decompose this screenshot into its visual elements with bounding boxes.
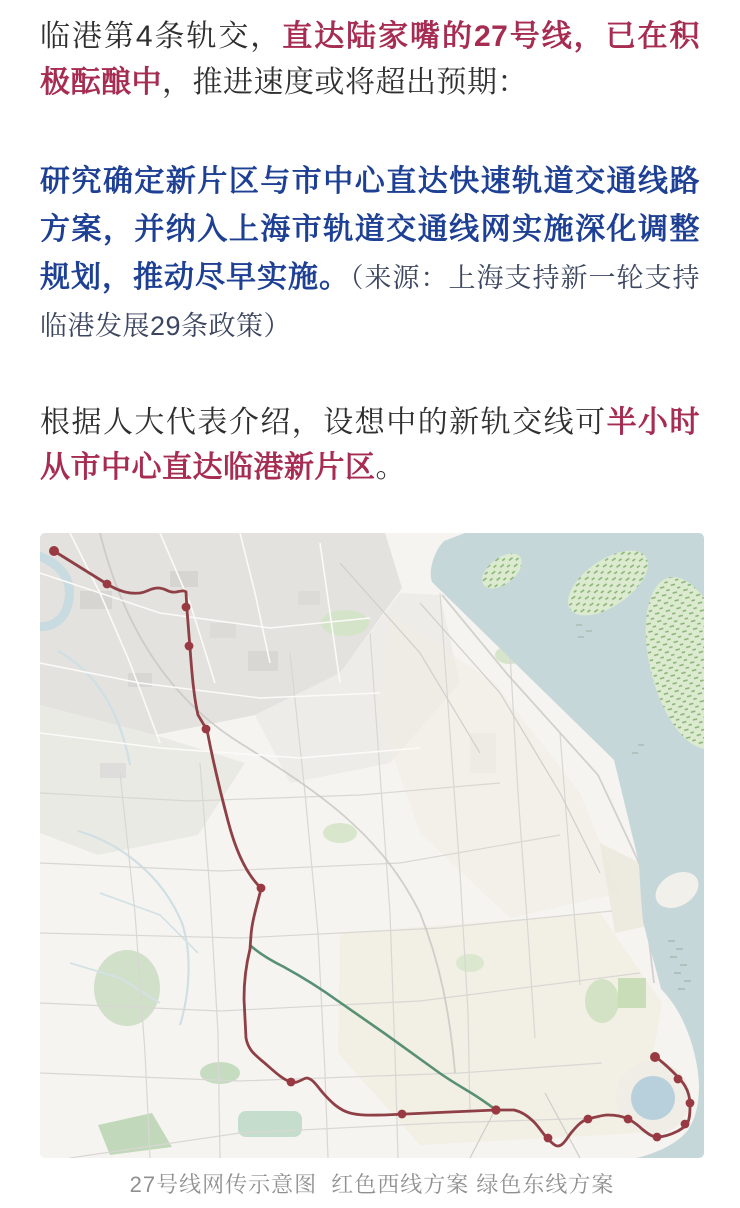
intro-text-1: 临港第4条轨交， [40,20,283,53]
rep-text-2: 。 [375,451,406,484]
intro-text-2: ，推进速度或将超出预期： [162,66,528,99]
dishui-lake [631,1076,675,1120]
highlight-line27: 直达陆家嘴的27号线，已在积极酝酿中 [40,20,700,99]
map-caption: 27号线网传示意图 红色西线方案 绿色东线方案 [129,1172,615,1197]
highlight-half-hour: 半小时从市中心直达临港新片区 [40,406,701,484]
route-map-figure[interactable] [40,533,704,1198]
source-note: （来源：上海支持新一轮支持临港发展29条政策） [40,263,700,341]
paragraph-intro [40,14,700,106]
paragraph-policy [40,158,700,350]
rep-text-1: 根据人大代表介绍，设想中的新轨交线可 [40,406,607,439]
paragraph-representative [40,400,700,490]
policy-highlight: 研究确定新片区与市中心直达快速轨道交通线路方案，并纳入上海市轨道交通线网实施深化调整规划，推动尽早实施。 [40,165,700,294]
route-map-svg [40,533,704,1158]
